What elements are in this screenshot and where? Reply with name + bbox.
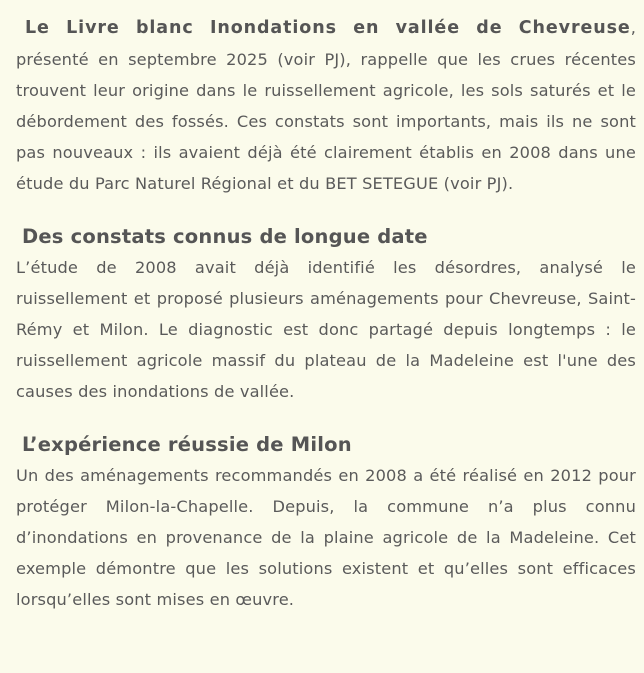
known-findings-paragraph: L’étude de 2008 avait déjà identifié les désordres, analysé le ruissellement et proposé plusieurs aménagements pour Chevreuse, Saint-Rémy et Milon. Le diagnostic est donc partagé depuis longtemps : le ruissellement agricole massif du plateau de la Madeleine est l'une des causes des inondations de vallée. bbox=[16, 258, 636, 401]
milon-section bbox=[16, 429, 636, 615]
section-heading-known-findings: Des constats connus de longue date bbox=[22, 225, 428, 248]
intro-title: Le Livre blanc Inondations en vallée de Chevreuse bbox=[25, 18, 631, 38]
intro-section bbox=[16, 12, 636, 199]
intro-text: , présenté en septembre 2025 (voir PJ), rappelle que les crues récentes trouvent leur origine dans le ruissellement agricole, les sols saturés et le débordement des fossés. Ces constats sont importants, mais ils ne sont pas nouveaux : ils avaient déjà été clairement établis en 2008 dans une étude du Parc Naturel Régional et du BET SETEGUE (voir PJ). bbox=[16, 18, 636, 193]
intro-paragraph bbox=[16, 12, 636, 199]
known-findings-section bbox=[16, 221, 636, 407]
milon-paragraph: Un des aménagements recommandés en 2008 a été réalisé en 2012 pour protéger Milon-la-Chapelle. Depuis, la commune n’a plus connu d’inondations en provenance de la plaine agricole de la Madeleine. Cet exemple démontre que les solutions existent et qu’elles sont efficaces lorsqu’elles sont mises en œuvre. bbox=[16, 466, 636, 609]
section-heading-milon: L’expérience réussie de Milon bbox=[22, 433, 352, 456]
